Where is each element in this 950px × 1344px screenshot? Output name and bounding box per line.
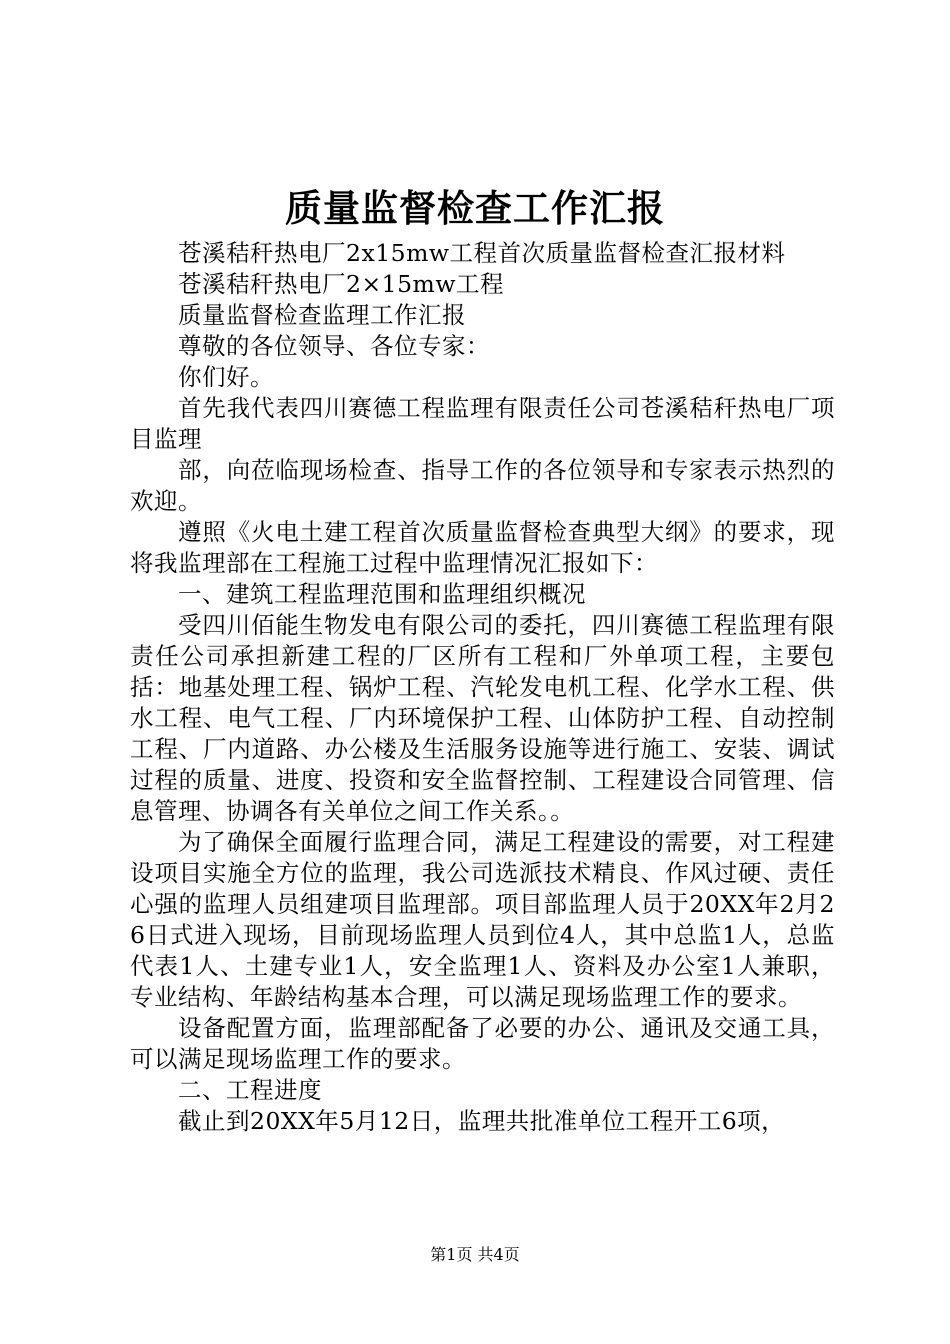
document-title: 质量监督检查工作汇报 — [285, 186, 665, 230]
paragraph: 苍溪秸秆热电厂2×15mw工程 — [178, 270, 504, 298]
document-body — [130, 238, 835, 1137]
page-footer: 第1页 共4页 — [430, 1245, 520, 1264]
paragraph: 部，向莅临现场检查、指导工作的各位领导和专家表示热烈的欢迎。 — [130, 456, 835, 515]
paragraph: 遵照《火电土建工程首次质量监督检查典型大纲》的要求，现将我监理部在工程施工过程中监理情况汇报如下： — [130, 518, 835, 577]
paragraph: 为了确保全面履行监理合同，满足工程建设的需要，对工程建设项目实施全方位的监理，我公司选派技术精良、作风过硬、责任心强的监理人员组建项目监理部。项目部监理人员于20XX年2月26日式进入现场，目前现场监理人员到位4人，其中总监1人，总监代表1人、土建专业1人，安全监理1人、资料及办公室1人兼职，专业结构、年龄结构基本合理，可以满足现场监理工作的要求。 — [130, 828, 835, 1011]
paragraph: 截止到20XX年5月12日，监理共批准单位工程开工6项， — [178, 1107, 786, 1135]
paragraph: 受四川佰能生物发电有限公司的委托，四川赛德工程监理有限责任公司承担新建工程的厂区所有工程和厂外单项工程，主要包括：地基处理工程、锅炉工程、汽轮发电机工程、化学水工程、供水工程、电气工程、厂内环境保护工程、山体防护工程、自动控制工程、厂内道路、办公楼及生活服务设施等进行施工、安装、调试过程的质量、进度、投资和安全监督控制、工程建设合同管理、信息管理、协调各有关单位之间工作关系。。 — [130, 611, 835, 825]
paragraph: 设备配置方面，监理部配备了必要的办公、通讯及交通工具，可以满足现场监理工作的要求。 — [130, 1014, 835, 1073]
paragraph: 你们好。 — [178, 363, 274, 391]
paragraph: 苍溪秸秆热电厂2x15mw工程首次质量监督检查汇报材料 — [178, 239, 786, 267]
paragraph: 首先我代表四川赛德工程监理有限责任公司苍溪秸秆热电厂项目监理 — [130, 394, 835, 453]
paragraph: 尊敬的各位领导、各位专家： — [178, 332, 490, 360]
paragraph: 质量监督检查监理工作汇报 — [178, 301, 466, 329]
section-heading: 一、建筑工程监理范围和监理组织概况 — [178, 580, 586, 608]
section-heading: 二、工程进度 — [178, 1076, 322, 1104]
